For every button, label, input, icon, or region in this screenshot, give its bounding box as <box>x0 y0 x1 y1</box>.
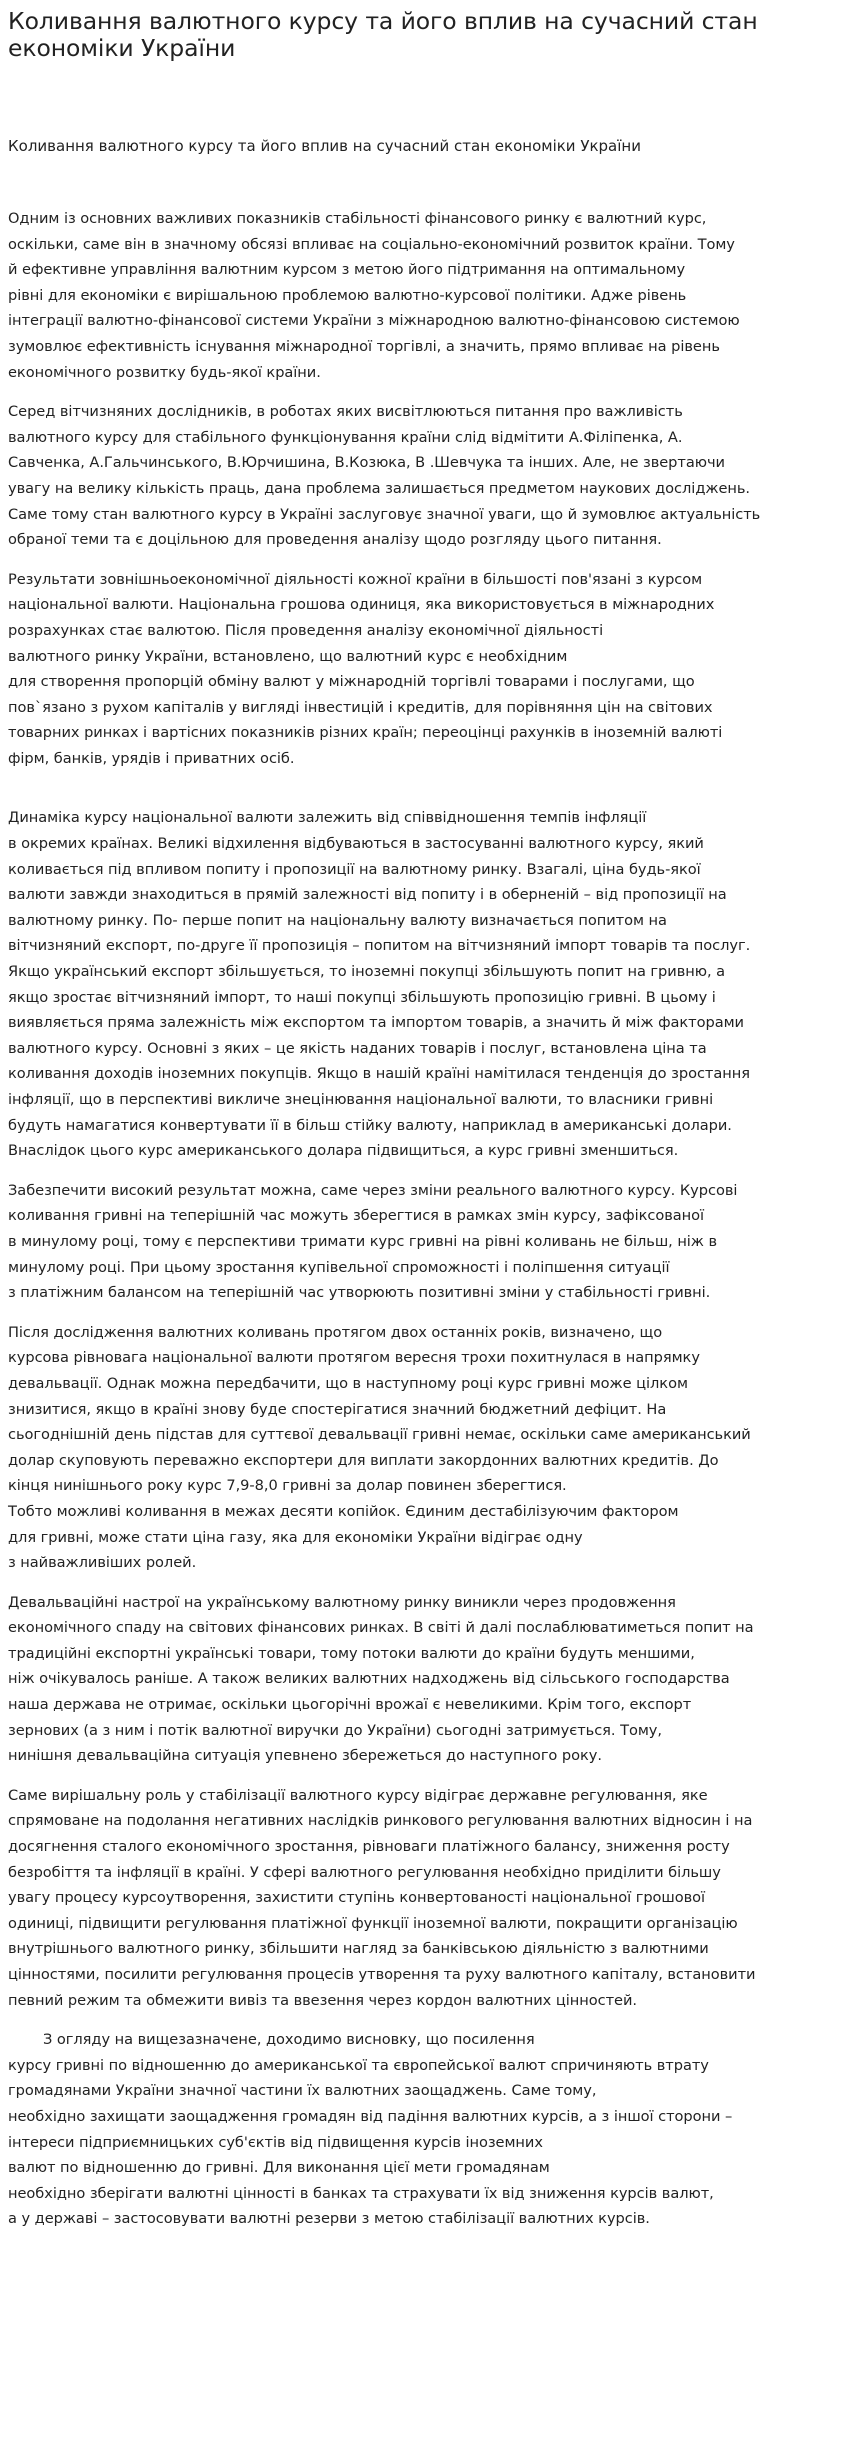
paragraph-real-rate: Забезпечити високий результат можна, саме через зміни реального валютного курсу. Курсові коливання гривні на теперішній час можуть зберегтися в рамках змін курсу, зафіксованої в минулому році, тому є перспективи тримати курс гривні на рівні коливань не більш, ніж в минулому році. При цьому зростання купівельної спроможності і поліпшення ситуації з платіжним балансом на теперішній час утворюють позитивні зміни у стабільності гривні. <box>8 1181 738 1302</box>
article-body <box>8 206 838 2246</box>
paragraph-results: Результати зовнішньоекономічної діяльності кожної країни в більшості пов'язані з курсом національної валюти. Національна грошова одиниця, яка використовується в міжнародних розрахунках стає валютою. Після проведення аналізу економічної діяльності валютного ринку України, встановлено, що валютний курс є необхідним для створення пропорцій обміну валют у міжнародній торгівлі товарами і послугами, що пов`язано з рухом капіталів у вигляді інвестицій і кредитів, для порівняння цін на світових товарних ринках і вартісних показників різних країн; переоцінці рахунків в іноземній валюті фірм, банків, урядів і приватних осіб. <box>8 570 723 767</box>
paragraph-regulation: Саме вирішальну роль у стабілізації валютного курсу відіграє державне регулювання, яке спрямоване на подолання негативних наслідків ринкового регулювання валютних відносин і на досягнення сталого економічного зростання, рівноваги платіжного балансу, зниження росту безробіття та інфляції в країні. У сфері валютного регулювання необхідно приділити більшу увагу процесу курсоутворення, захистити ступінь конвертованості національної грошової одиниці, підвищити регулювання платіжної функції іноземної валюти, покращити організацію внутрішнього валютного ринку, збільшити нагляд за банківською діяльністю з валютними цінностями, посилити регулювання процесів утворення та руху валютного капіталу, встановити певний режим та обмежити вивіз та ввезення через кордон валютних цінностей. <box>8 1786 756 2009</box>
paragraph-dynamics: Динаміка курсу національної валюти залежить від співвідношення темпів інфляції в окремих країнах. Великі відхилення відбуваються в застосуванні валютного курсу, який коливається під впливом попиту і пропозиції на валютному ринку. Взагалі, ціна будь-якої валюти завжди знаходиться в прямій залежності від попиту і в оберненій – від пропозиції на валютному ринку. По- перше попит на національну валюту визначається попитом на вітчизняний експорт, по-друге її пропозиція – попитом на вітчизняний імпорт товарів та послуг. Якщо український експорт збільшується, то іноземні покупці збільшують попит на гривню, а якщо зростає вітчизняний імпорт, то наші покупці збільшують пропозицію гривні. В цьому і виявляється пряма залежність між експортом та імпортом товарів, а значить й між факторами валютного курсу. Основні з яких – це якість наданих товарів і послуг, встановлена ціна та коливання доходів іноземних покупців. Якщо в нашій країні намітилася тенденція до зростання інфляції, що в перспективі викличе знецінювання національної валюти, то власники гривні будуть намагатися конвертувати її в більш стійку валюту, наприклад в американські долари. Внаслідок цього курс американського долара підвищиться, а курс гривні зменшиться. <box>8 809 751 1160</box>
paragraph-researchers: Серед вітчизняних дослідників, в роботах яких висвітлюються питання про важливість валютного курсу для стабільного функціонування країни слід відмітити А.Філіпенка, А. Савченка, А.Гальчинського, В.Юрчишина, В.Козюка, В .Шевчука та інших. Але, не звертаючи увагу на велику кількість праць, дана проблема залишається предметом наукових досліджень. Саме тому стан валютного курсу в Україні заслуговує значної уваги, що й зумовлює актуальність обраної теми та є доцільною для проведення аналізу щодо розгляду цього питання. <box>8 403 761 549</box>
page-title: Коливання валютного курсу та його вплив на сучасний стан економіки України <box>8 7 758 62</box>
paragraph-devaluation: Девальваційні настрої на українському валютному ринку виникли через продовження економічного спаду на світових фінансових ринках. В світі й далі послаблюватиметься попит на традиційні експортні українські товари, тому потоки валюти до країни будуть меншими, ніж очікувалось раніше. А також великих валютних надходжень від сільського господарства наша держава не отримає, оскільки цьогорічні врожаї є невеликими. Крім того, експорт зернових (а з ним і потік валютної виручки до України) сьогодні затримується. Тому, нинішня девальваційна ситуація упевнено збережеться до наступного року. <box>8 1593 754 1765</box>
paragraph-intro: Одним із основних важливих показників стабільності фінансового ринку є валютний курс, оскільки, саме він в значному обсязі впливає на соціально-економічний розвиток країни. Тому й ефективне управління валютним курсом з метою його підтримання на оптимальному рівні для економіки є вирішальною проблемою валютно-курсової політики. Адже рівень інтеграції валютно-фінансової системи України з міжнародною валютно-фінансовою системою зумовлює ефективність існування міжнародної торгівлі, а значить, прямо впливає на рівень економічного розвитку будь-якої країни. <box>8 210 740 381</box>
paragraph-study: Після дослідження валютних коливань протягом двох останніх років, визначено, що курсова рівновага національної валюти протягом вересня трохи похитнулася в напрямку девальвації. Однак можна передбачити, що в наступному році курс гривні може цілком знизитися, якщо в країні знову буде спостерігатися значний бюджетний дефіцит. На сьогоднішній день підстав для суттєвої девальвації гривні немає, оскільки саме американський долар скуповують переважно експортери для виплати закордонних валютних кредитів. До кінця нинішнього року курс 7,9-8,0 гривні за долар повинен зберегтися. Тобто можливі коливання в межах десяти копійок. Єдиним дестабілізуючим фактором для гривні, може стати ціна газу, яка для економіки України відіграє одну з найважливіших ролей. <box>8 1323 751 1572</box>
paragraph-conclusion: З огляду на вищезазначене, доходимо висновку, що посилення курсу гривні по відношенню до американської та європейської валют спричиняють втрату громадянами України значної частини їх валютних заощаджень. Саме тому, необхідно захищати заощадження громадян від падіння валютних курсів, а з іншої сторони – інтереси підприємницьких суб'єктів від підвищення курсів іноземних валют по відношенню до гривні. Для виконання цієї мети громадянам необхідно зберігати валютні цінності в банках та страхувати їх від зниження курсів валют, а у державі – застосовувати валютні резерви з метою стабілізації валютних курсів. <box>8 2031 733 2228</box>
article-subtitle: Коливання валютного курсу та його вплив на сучасний стан економіки України <box>8 137 641 155</box>
